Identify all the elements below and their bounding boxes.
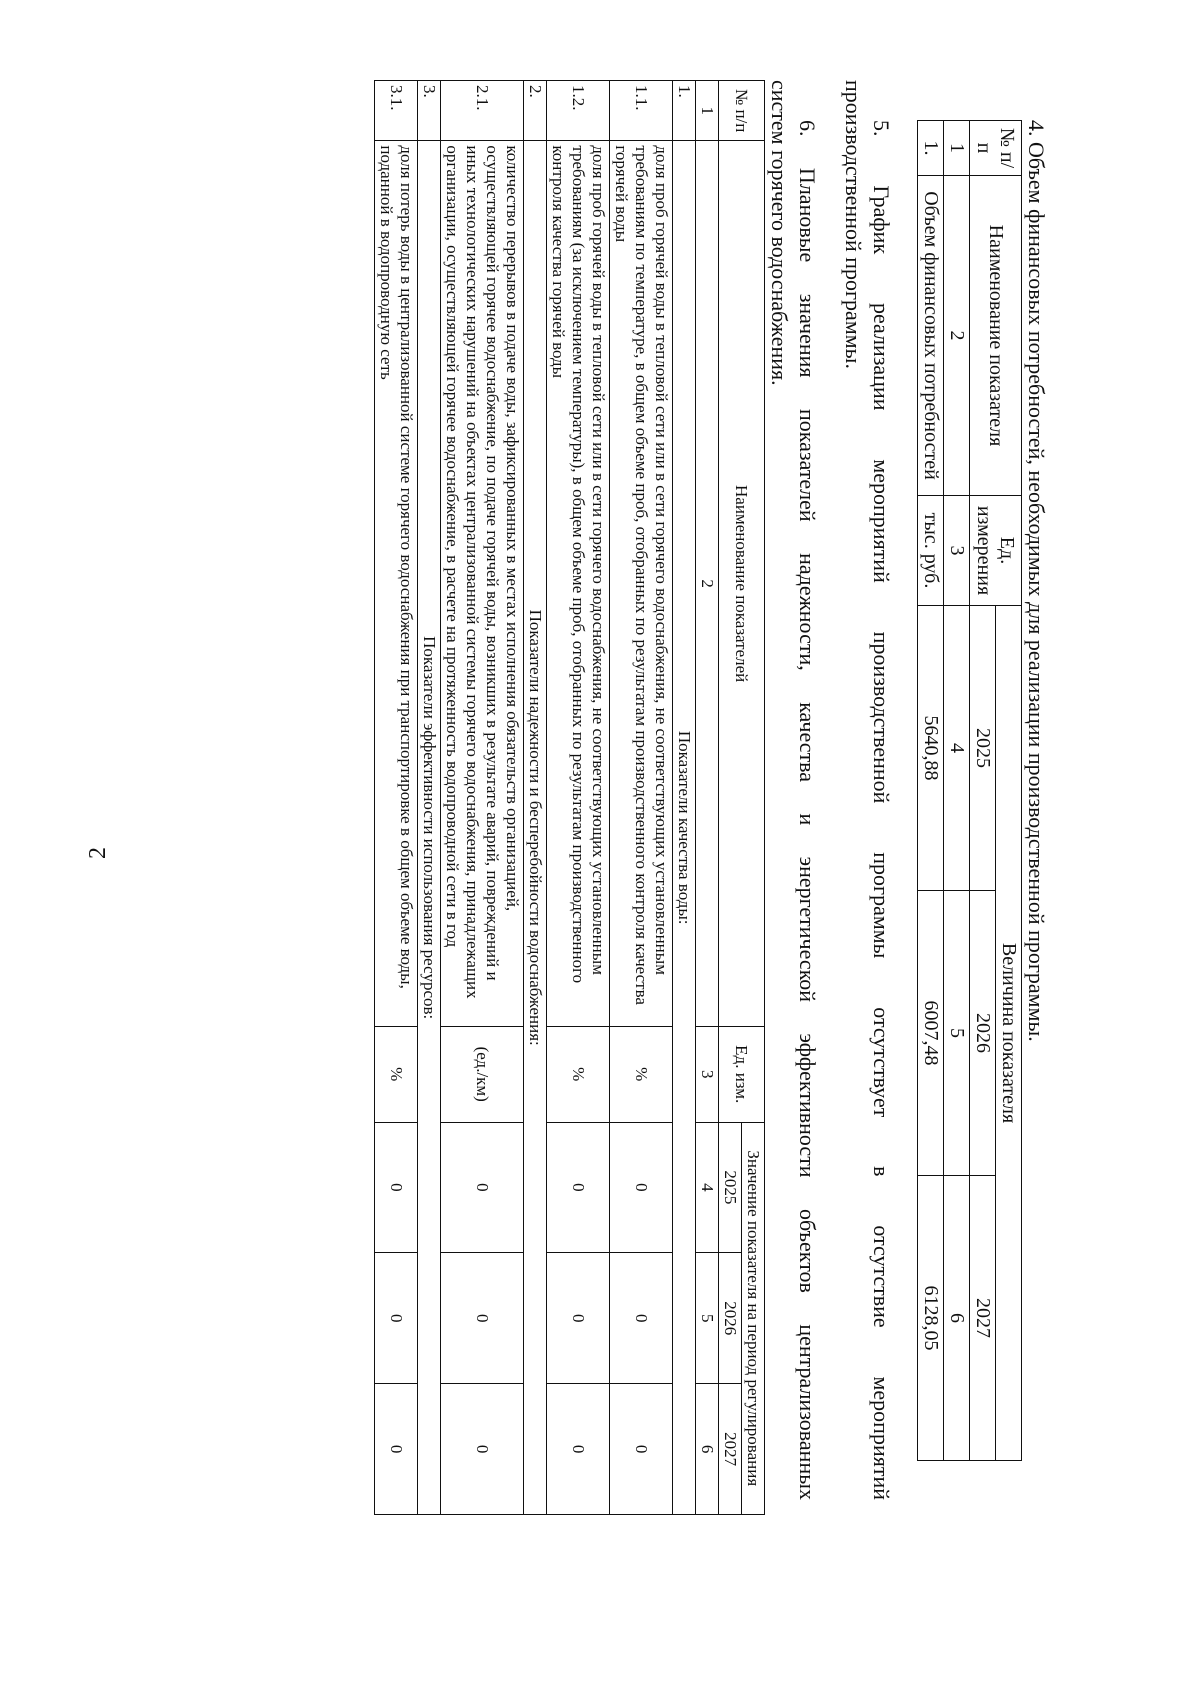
row-unit: (ед./км) bbox=[441, 1026, 524, 1122]
row-name: доля проб горячей воды в тепловой сети или в сети горячего водоснабжения, не соответствующих установленным требованиям (за исключением температуры), в общем объеме проб, отобранных по результатам производственного контроля качества горячей воды bbox=[547, 141, 610, 1027]
index-cell: 1 bbox=[696, 81, 719, 141]
row-num: 2.1. bbox=[441, 81, 524, 141]
row-num: 1.2. bbox=[547, 81, 610, 141]
index-cell: 5 bbox=[696, 1253, 719, 1384]
section-row bbox=[418, 81, 441, 1515]
section-6-line-1: 6. Плановые значения показателей надежности, качества и энергетической эффективности объектов централизованных bbox=[795, 120, 820, 1500]
row-name: Объем финансовых потребностей bbox=[918, 176, 944, 496]
section-5-line-1: 5. График реализации мероприятий производственной программы отсутствует в отсутствие мероприятий bbox=[869, 120, 894, 1500]
value-2026: 0 bbox=[547, 1253, 610, 1384]
header-year-2026: 2026 bbox=[970, 891, 996, 1176]
section-5 bbox=[839, 80, 895, 1500]
row-num: 3.1. bbox=[375, 81, 418, 141]
table-row bbox=[441, 81, 524, 1515]
row-name: доля проб горячей воды в тепловой сети или в сети горячего водоснабжения, не соответствующих установленным требованиям по температуре, в общем объеме проб, отобранных по результатам производственного контроля качества горячей воды bbox=[610, 141, 673, 1027]
index-row bbox=[696, 81, 719, 1515]
value-2026: 0 bbox=[375, 1253, 418, 1384]
row-unit: тыс. руб. bbox=[918, 496, 944, 606]
row-name: количество перерывов в подаче воды, зафиксированных в местах исполнения обязательств организацией, осуществляющей горячее водоснабжение, по подаче горячей воды, возникших в результате аварий, повреждений и иных технологических нарушений на объектах централизованной системы горячего водоснабжения, принадлежащих организации, осуществляющей горячее водоснабжение, в расчете на протяженность водопроводной сети в год bbox=[441, 141, 524, 1027]
header-value-group: Величина показателя bbox=[996, 606, 1022, 1461]
page-number: 2 bbox=[85, 847, 111, 859]
value-2027: 0 bbox=[547, 1384, 610, 1515]
value-2026: 0 bbox=[610, 1253, 673, 1384]
header-name: Наименование показателя bbox=[970, 176, 1022, 496]
value-2027: 0 bbox=[441, 1384, 524, 1515]
header-year-2027: 2027 bbox=[719, 1384, 742, 1515]
value-2025: 0 bbox=[441, 1122, 524, 1253]
section-5-line-2: производственной программы. bbox=[841, 80, 866, 369]
header-unit: Ед. изм. bbox=[719, 1026, 765, 1122]
value-2027: 6128,05 bbox=[918, 1176, 944, 1461]
index-cell: 3 bbox=[696, 1026, 719, 1122]
row-unit: % bbox=[375, 1026, 418, 1122]
index-cell: 2 bbox=[944, 176, 970, 496]
indicators-table bbox=[374, 80, 765, 1515]
value-2026: 0 bbox=[441, 1253, 524, 1384]
value-2027: 0 bbox=[610, 1384, 673, 1515]
section-row bbox=[673, 81, 696, 1515]
index-cell: 3 bbox=[944, 496, 970, 606]
rotated-page-content bbox=[140, 80, 1060, 1640]
header-year-2025: 2025 bbox=[970, 606, 996, 891]
row-unit: % bbox=[547, 1026, 610, 1122]
index-row bbox=[944, 121, 970, 1461]
table-row bbox=[610, 81, 673, 1515]
financial-needs-table bbox=[917, 120, 1022, 1461]
header-year-2027: 2027 bbox=[970, 1176, 996, 1461]
section-row bbox=[524, 81, 547, 1515]
row-name: доля потерь воды в централизованной системе горячего водоснабжения при транспортировке в общем объеме воды, поданной в водопроводную сеть bbox=[375, 141, 418, 1027]
index-cell: 6 bbox=[944, 1176, 970, 1461]
header-num: № п/п bbox=[719, 81, 765, 141]
header-value-group: Значение показателя на период регулирования bbox=[742, 1122, 765, 1514]
value-2025: 0 bbox=[610, 1122, 673, 1253]
section-title: Показатели качества воды: bbox=[673, 141, 696, 1515]
index-cell: 6 bbox=[696, 1384, 719, 1515]
header-year-2026: 2026 bbox=[719, 1253, 742, 1384]
section-4-heading: 4. Объем финансовых потребностей, необходимых для реализации производственной программы. bbox=[1024, 120, 1049, 1042]
row-num: 3. bbox=[418, 81, 441, 141]
value-2025: 0 bbox=[375, 1122, 418, 1253]
section-title: Показатели эффективности использования ресурсов: bbox=[418, 141, 441, 1515]
value-2025: 0 bbox=[547, 1122, 610, 1253]
table-row bbox=[918, 121, 944, 1461]
value-2025: 5640,88 bbox=[918, 606, 944, 891]
index-cell: 4 bbox=[696, 1122, 719, 1253]
row-num: 1.1. bbox=[610, 81, 673, 141]
table-row bbox=[547, 81, 610, 1515]
header-year-2025: 2025 bbox=[719, 1122, 742, 1253]
index-cell: 4 bbox=[944, 606, 970, 891]
row-num: 1. bbox=[918, 121, 944, 176]
header-num: № п/п bbox=[970, 121, 1022, 176]
row-num: 2. bbox=[524, 81, 547, 141]
section-title: Показатели надежности и бесперебойности водоснабжения: bbox=[524, 141, 547, 1515]
value-2026: 6007,48 bbox=[918, 891, 944, 1176]
section-6 bbox=[765, 80, 821, 1500]
index-cell: 2 bbox=[696, 141, 719, 1027]
row-unit: % bbox=[610, 1026, 673, 1122]
header-name: Наименование показателей bbox=[719, 141, 765, 1027]
row-num: 1. bbox=[673, 81, 696, 141]
table-row bbox=[375, 81, 418, 1515]
index-cell: 5 bbox=[944, 891, 970, 1176]
header-unit: Ед. измерения bbox=[970, 496, 1022, 606]
value-2027: 0 bbox=[375, 1384, 418, 1515]
section-6-line-2: систем горячего водоснабжения. bbox=[767, 80, 792, 386]
index-cell: 1 bbox=[944, 121, 970, 176]
